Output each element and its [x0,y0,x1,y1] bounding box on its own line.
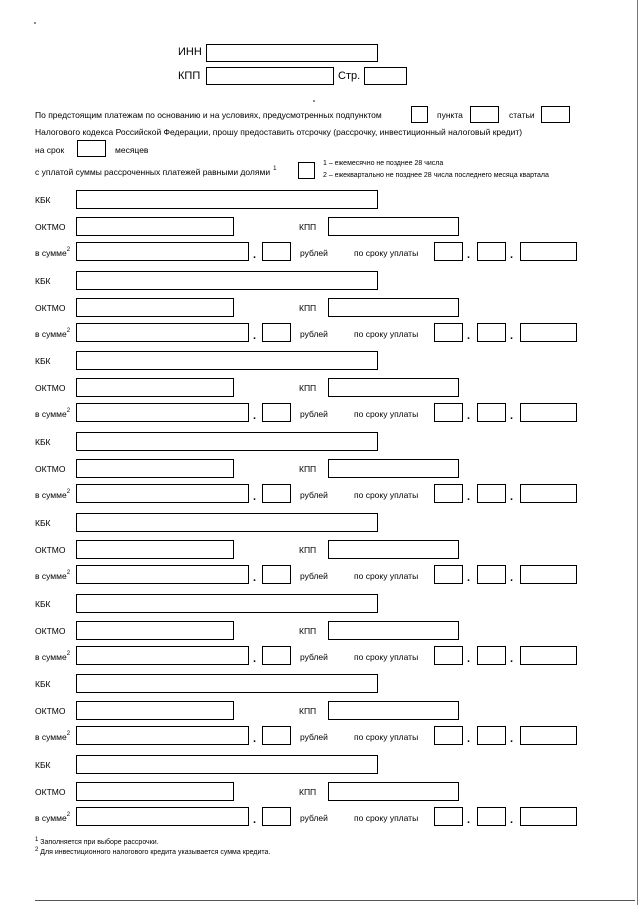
inn-label: ИНН [178,46,202,58]
amount-rubles-field[interactable] [76,807,249,826]
amount-separator-dot: . [253,410,257,422]
oktmo-label: ОКТМО [35,545,66,555]
oktmo-field[interactable] [76,298,234,317]
kpp-label: КПП [299,222,317,232]
due-separator-dot: . [510,733,514,745]
page-number-field[interactable] [364,67,407,85]
amount-rubles-field[interactable] [76,242,249,261]
rubles-label: рублей [300,409,328,419]
paragraph-field[interactable] [470,106,499,123]
kbk-label: КБК [35,195,51,205]
sum-label [35,410,70,419]
due-date-label: по сроку уплаты [354,329,419,339]
sum-footnote-mark: 2 [66,489,71,495]
payment-row-group [0,271,640,352]
due-separator-dot: . [467,733,471,745]
payment-row-group [0,351,640,432]
kbk-field[interactable] [76,674,378,693]
rubles-label: рублей [300,652,328,662]
sum-footnote-mark: 2 [66,570,71,576]
footnote-2 [35,849,270,856]
payment-row-group [0,755,640,836]
kbk-label: КБК [35,356,51,366]
amount-rubles-field[interactable] [76,565,249,584]
due-year-field[interactable] [520,726,577,745]
oktmo-label: ОКТМО [35,787,66,797]
amount-kopecks-field[interactable] [262,807,291,826]
due-separator-dot: . [467,330,471,342]
oktmo-field[interactable] [76,378,234,397]
article-field[interactable] [541,106,570,123]
due-year-field[interactable] [520,403,577,422]
rubles-label: рублей [300,732,328,742]
oktmo-label: ОКТМО [35,303,66,313]
kpp-field[interactable] [328,701,459,720]
kpp-field[interactable] [328,621,459,640]
amount-separator-dot: . [253,572,257,584]
kbk-label: КБК [35,599,51,609]
sum-label [35,491,70,500]
term-months-field[interactable] [77,140,106,157]
due-date-label: по сроку уплаты [354,248,419,258]
scan-edge-bottom [35,900,635,901]
due-separator-dot: . [467,653,471,665]
sum-footnote-mark: 2 [66,731,71,737]
oktmo-field[interactable] [76,782,234,801]
due-separator-dot: . [467,491,471,503]
term-label: на срок [35,145,65,155]
oktmo-field[interactable] [76,459,234,478]
amount-kopecks-field[interactable] [262,565,291,584]
kpp-field[interactable] [328,782,459,801]
kbk-label: КБК [35,437,51,447]
installment-mode-field[interactable] [298,162,315,179]
kbk-label: КБК [35,518,51,528]
kbk-label: КБК [35,679,51,689]
kpp-field[interactable] [328,378,459,397]
amount-separator-dot: . [253,733,257,745]
kpp-field[interactable] [328,540,459,559]
due-month-field[interactable] [477,242,506,261]
sum-label-text: в сумме [35,409,67,419]
sum-label [35,814,70,823]
due-separator-dot: . [467,814,471,826]
due-year-field[interactable] [520,646,577,665]
payment-row-group [0,513,640,594]
due-year-field[interactable] [520,323,577,342]
option-monthly: 1 – ежемесячно не позднее 28 числа [323,160,444,167]
sum-label [35,733,70,742]
due-month-field[interactable] [477,484,506,503]
footnote-2-text: Для инвестиционного налогового кредита указывается сумма кредита. [40,849,271,856]
kpp-field[interactable] [328,459,459,478]
due-date-label: по сроку уплаты [354,409,419,419]
due-day-field[interactable] [434,484,463,503]
due-day-field[interactable] [434,565,463,584]
due-date-label: по сроку уплаты [354,571,419,581]
due-separator-dot: . [467,572,471,584]
amount-kopecks-field[interactable] [262,403,291,422]
sum-label-text: в сумме [35,571,67,581]
amount-kopecks-field[interactable] [262,646,291,665]
sum-label [35,330,70,339]
kbk-field[interactable] [76,271,378,290]
sum-label-text: в сумме [35,813,67,823]
sum-footnote-mark: 2 [66,328,71,334]
oktmo-label: ОКТМО [35,464,66,474]
intro-line2-text: Налогового кодекса Российской Федерации, прошу предоставить отсрочку (рассрочку, инвестиционный налоговый кредит) [35,127,523,137]
amount-rubles-field[interactable] [76,403,249,422]
oktmo-label: ОКТМО [35,706,66,716]
due-year-field[interactable] [520,242,577,261]
due-month-field[interactable] [477,403,506,422]
due-day-field[interactable] [434,807,463,826]
amount-kopecks-field[interactable] [262,484,291,503]
due-separator-dot: . [510,653,514,665]
amount-kopecks-field[interactable] [262,242,291,261]
due-date-label: по сроку уплаты [354,652,419,662]
sum-footnote-mark: 2 [66,812,71,818]
oktmo-label: ОКТМО [35,383,66,393]
due-separator-dot: . [467,249,471,261]
payment-row-group [0,674,640,755]
due-day-field[interactable] [434,726,463,745]
due-day-field[interactable] [434,242,463,261]
intro-line1-text: По предстоящим платежам по основанию и на условиях, предусмотренных подпунктом [35,110,382,120]
rubles-label: рублей [300,329,328,339]
option-quarterly: 2 – ежеквартально не позднее 28 числа последнего месяца квартала [323,172,549,179]
oktmo-label: ОКТМО [35,626,66,636]
sum-label-text: в сумме [35,490,67,500]
footnote-2-mark: 2 [35,847,39,853]
footnote-1-mark: 1 [35,837,39,843]
kbk-field[interactable] [76,190,378,209]
installments-footnote-mark: 1 [273,166,277,172]
kbk-field[interactable] [76,351,378,370]
months-label: месяцев [115,145,149,155]
sum-footnote-mark: 2 [66,651,71,657]
kpp-field[interactable] [328,217,459,236]
amount-separator-dot: . [253,330,257,342]
oktmo-field[interactable] [76,540,234,559]
oktmo-label: ОКТМО [35,222,66,232]
amount-separator-dot: . [253,814,257,826]
due-separator-dot: . [510,249,514,261]
kpp-label: КПП [299,787,317,797]
kpp-label: КПП [299,706,317,716]
sum-label-text: в сумме [35,732,67,742]
sum-label [35,653,70,662]
kpp-label: КПП [299,383,317,393]
subparagraph-field[interactable] [411,106,428,123]
sum-footnote-mark: 2 [66,408,71,414]
amount-kopecks-field[interactable] [262,323,291,342]
due-month-field[interactable] [477,646,506,665]
due-day-field[interactable] [434,403,463,422]
amount-kopecks-field[interactable] [262,726,291,745]
sum-label [35,249,70,258]
due-separator-dot: . [510,410,514,422]
rubles-label: рублей [300,248,328,258]
rubles-label: рублей [300,813,328,823]
due-month-field[interactable] [477,565,506,584]
header-kpp-field[interactable] [206,67,334,85]
sum-footnote-mark: 2 [66,247,71,253]
due-date-label: по сроку уплаты [354,813,419,823]
due-month-field[interactable] [477,807,506,826]
inn-field[interactable] [206,44,378,62]
sum-label-text: в сумме [35,329,67,339]
article-label: статьи [509,110,535,120]
amount-rubles-field[interactable] [76,323,249,342]
due-year-field[interactable] [520,807,577,826]
kbk-field[interactable] [76,432,378,451]
due-date-label: по сроку уплаты [354,490,419,500]
due-date-label: по сроку уплаты [354,732,419,742]
sum-label-text: в сумме [35,248,67,258]
due-separator-dot: . [510,814,514,826]
due-separator-dot: . [467,410,471,422]
header-kpp-label: КПП [178,70,201,82]
kpp-label: КПП [299,464,317,474]
footnote-1 [35,839,159,846]
oktmo-field[interactable] [76,621,234,640]
footnote-1-text: Заполняется при выборе рассрочки. [40,839,159,846]
oktmo-field[interactable] [76,217,234,236]
kbk-label: КБК [35,760,51,770]
due-day-field[interactable] [434,646,463,665]
due-separator-dot: . [510,491,514,503]
due-year-field[interactable] [520,484,577,503]
kbk-field[interactable] [76,513,378,532]
amount-rubles-field[interactable] [76,484,249,503]
kpp-label: КПП [299,545,317,555]
rubles-label: рублей [300,490,328,500]
amount-rubles-field[interactable] [76,726,249,745]
kpp-label: КПП [299,303,317,313]
due-month-field[interactable] [477,323,506,342]
payment-row-group [0,190,640,271]
kpp-field[interactable] [328,298,459,317]
due-separator-dot: . [510,572,514,584]
payment-row-group [0,594,640,675]
amount-rubles-field[interactable] [76,646,249,665]
oktmo-field[interactable] [76,701,234,720]
sum-label [35,572,70,581]
amount-separator-dot: . [253,653,257,665]
kbk-label: КБК [35,276,51,286]
rubles-label: рублей [300,571,328,581]
kbk-field[interactable] [76,594,378,613]
amount-separator-dot: . [253,491,257,503]
due-day-field[interactable] [434,323,463,342]
installments-label: с уплатой суммы рассроченных платежей равными долями $^1$ [35,166,277,177]
page-label: Стр. [338,70,361,82]
sum-label-text: в сумме [35,652,67,662]
due-year-field[interactable] [520,565,577,584]
amount-separator-dot: . [253,249,257,261]
scan-speck [34,22,36,24]
due-separator-dot: . [510,330,514,342]
kbk-field[interactable] [76,755,378,774]
due-month-field[interactable] [477,726,506,745]
paragraph-label: пункта [437,110,463,120]
kpp-label: КПП [299,626,317,636]
scan-edge-right [637,0,638,905]
scan-speck [313,100,315,102]
payment-row-group [0,432,640,513]
